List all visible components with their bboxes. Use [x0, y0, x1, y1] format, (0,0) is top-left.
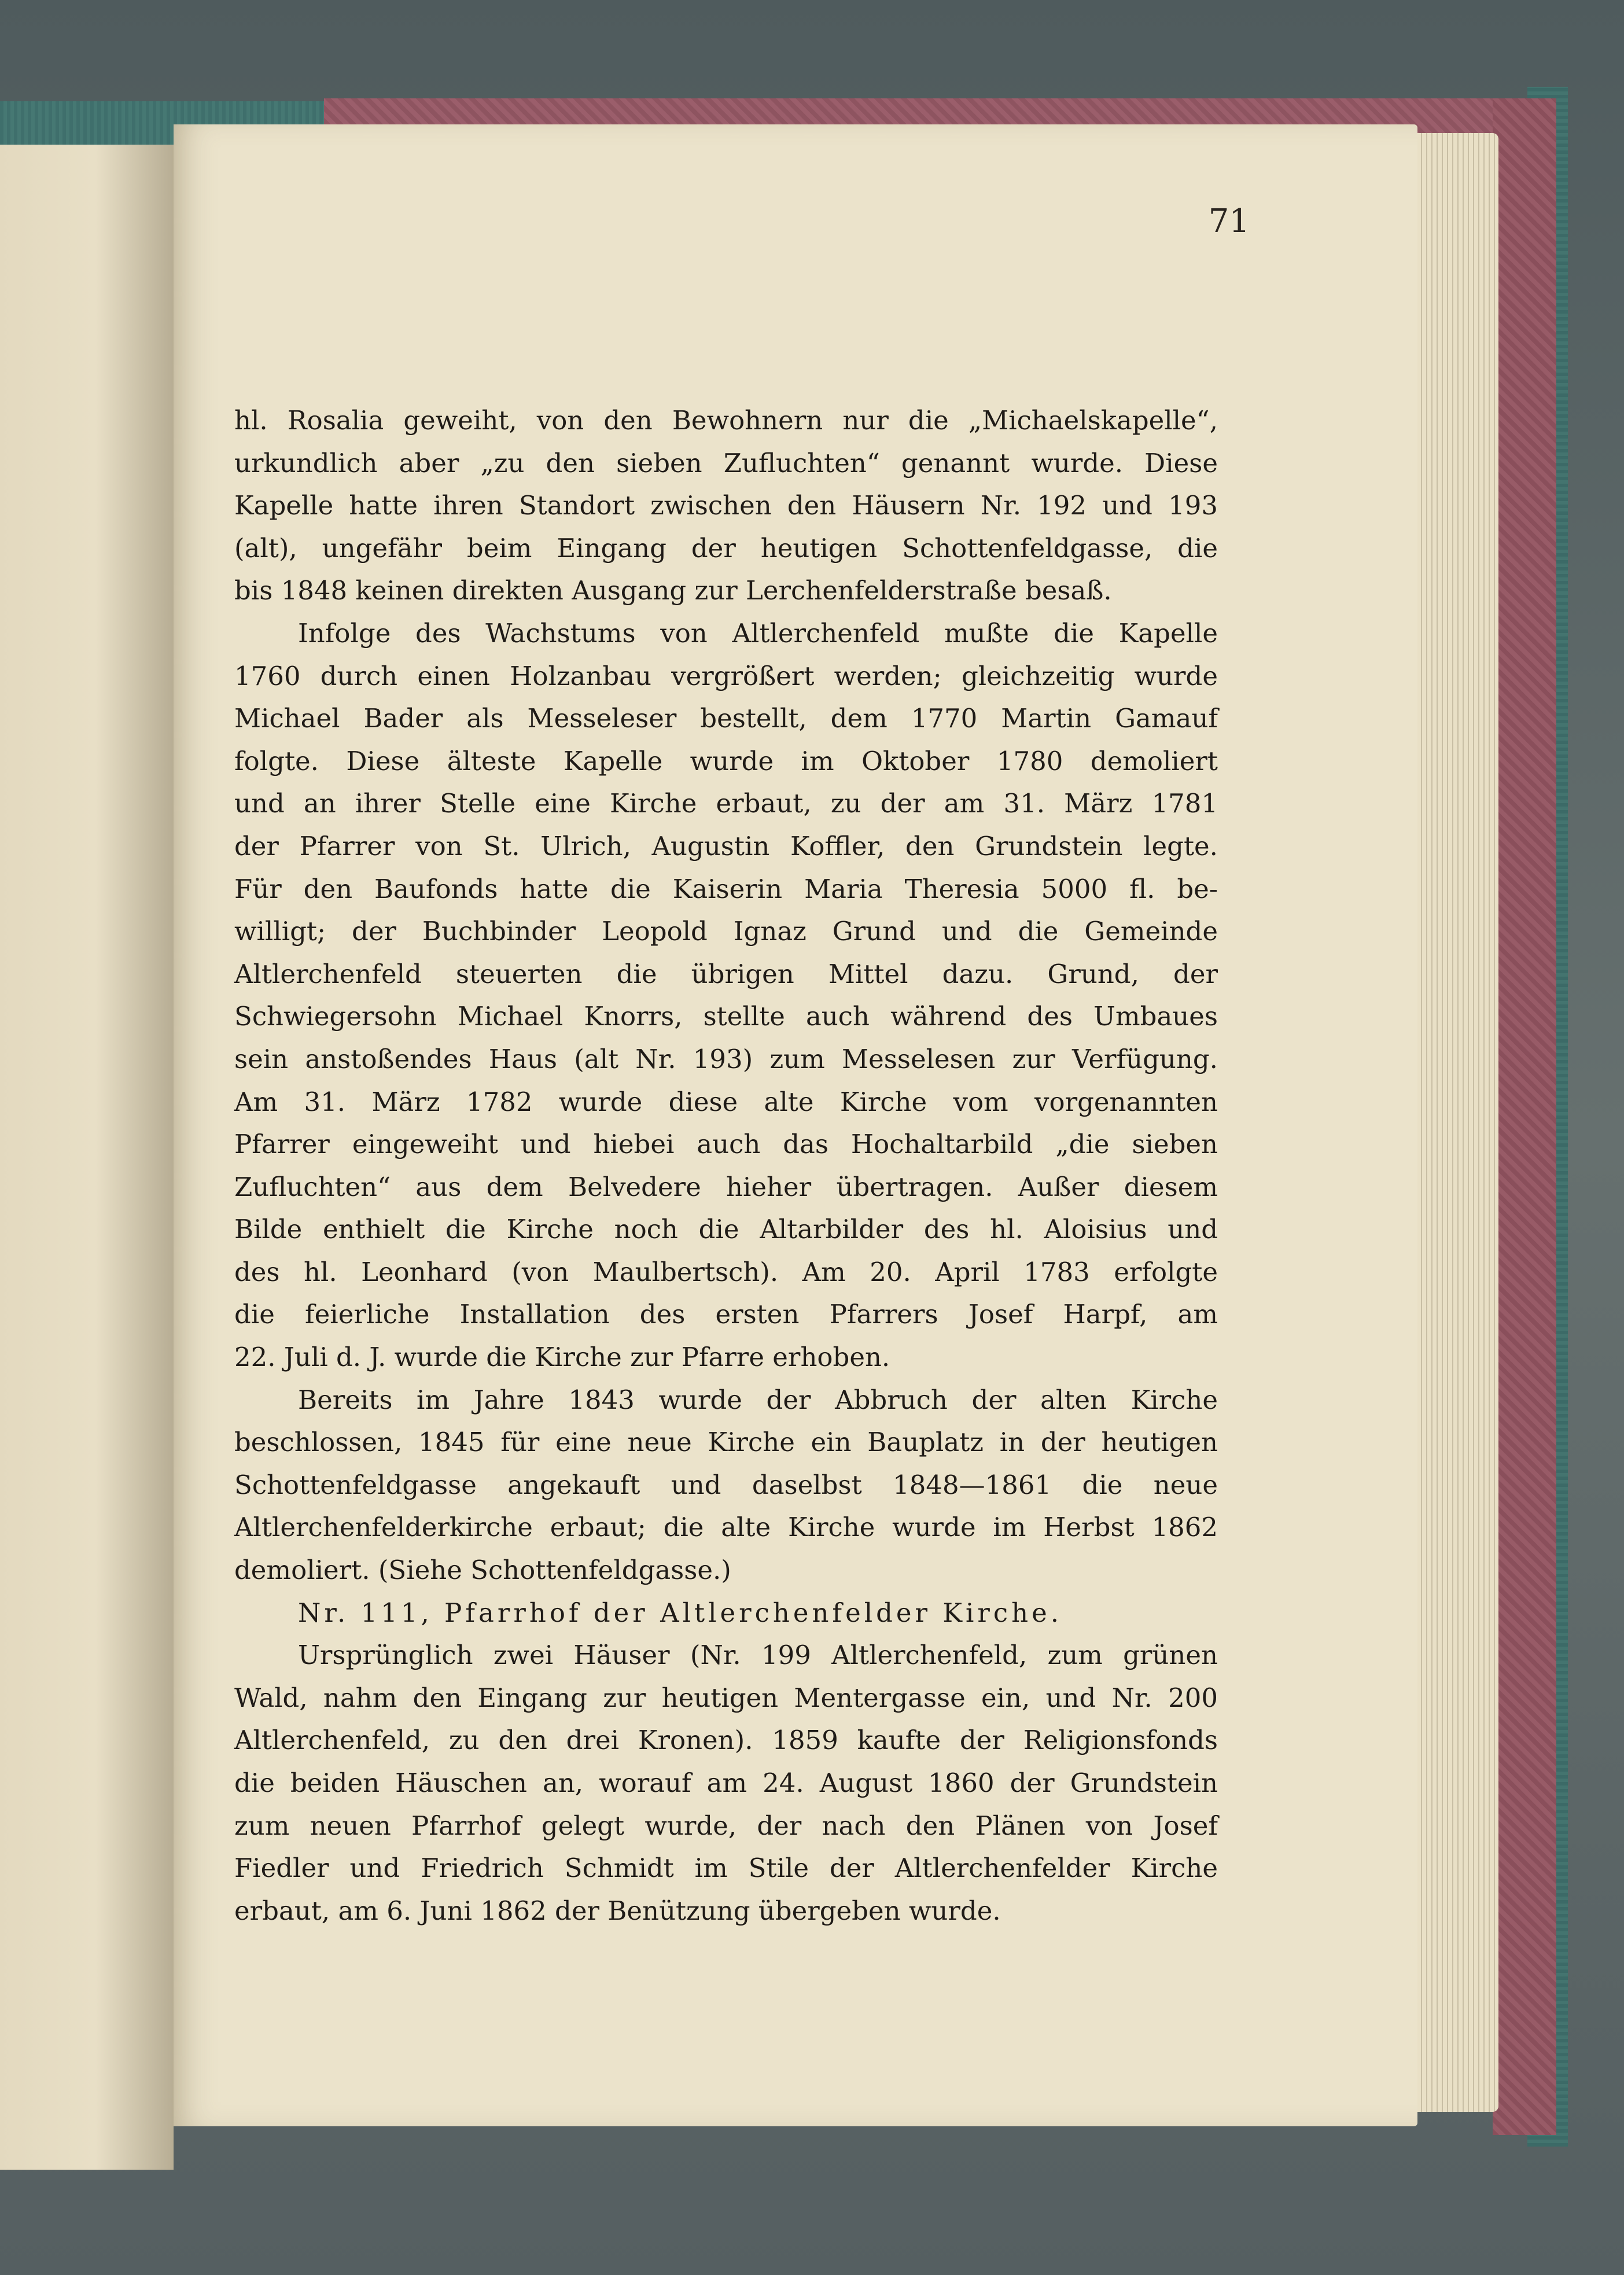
body-text — [234, 399, 1218, 1932]
text-line: bis 1848 keinen direkten Ausgang zur Lerchenfelderstraße besaß. — [234, 575, 1112, 606]
section-heading: Nr. 111, Pfarrhof der Altlerchenfelder Kirche. — [298, 1597, 1062, 1628]
text-line: und an ihrer Stelle eine Kirche erbaut, zu der am 31. März 1781 — [234, 788, 1218, 819]
text-line: Bereits im Jahre 1843 wurde der Abbruch der alten Kirche — [298, 1384, 1218, 1415]
text-line: zum neuen Pfarrhof gelegt wurde, der nach den Plänen von Josef — [234, 1810, 1218, 1841]
text-line: Altlerchenfeld steuerten die übrigen Mittel dazu. Grund, der — [234, 958, 1218, 989]
left-page-edge — [0, 145, 174, 2170]
text-line: Wald, nahm den Eingang zur heutigen Mentergasse ein, und Nr. 200 — [234, 1682, 1218, 1713]
text-line: der Pfarrer von St. Ulrich, Augustin Koffler, den Grundstein legte. — [234, 830, 1218, 862]
text-line: Michael Bader als Messeleser bestellt, dem 1770 Martin Gamauf — [234, 703, 1218, 734]
text-line: 1760 durch einen Holzanbau vergrößert werden; gleichzeitig wurde — [234, 660, 1218, 691]
text-line: erbaut, am 6. Juni 1862 der Benützung übergeben wurde. — [234, 1895, 1001, 1926]
text-line: Für den Baufonds hatte die Kaiserin Maria Theresia 5000 fl. be- — [234, 873, 1218, 904]
text-line: Altlerchenfelderkirche erbaut; die alte Kirche wurde im Herbst 1862 — [234, 1512, 1218, 1543]
text-line: willigt; der Buchbinder Leopold Ignaz Grund und die Gemeinde — [234, 916, 1218, 947]
text-line: Zufluchten“ aus dem Belvedere hieher übertragen. Außer diesem — [234, 1171, 1218, 1202]
page-number: 71 — [1208, 203, 1250, 240]
text-line: Altlerchenfeld, zu den drei Kronen). 1859 kaufte der Religionsfonds — [234, 1725, 1218, 1756]
text-line: Am 31. März 1782 wurde diese alte Kirche vom vorgenannten — [234, 1086, 1218, 1117]
text-line: urkundlich aber „zu den sieben Zufluchten“ genannt wurde. Diese — [234, 447, 1218, 478]
text-line: Ursprünglich zwei Häuser (Nr. 199 Altlerchenfeld, zum grünen — [298, 1640, 1218, 1671]
text-line: Pfarrer eingeweiht und hiebei auch das Hochaltarbild „die sieben — [234, 1129, 1218, 1160]
text-line: des hl. Leonhard (von Maulbertsch). Am 20. April 1783 erfolgte — [234, 1256, 1218, 1287]
text-line: Kapelle hatte ihren Standort zwischen den Häusern Nr. 192 und 193 — [234, 490, 1218, 521]
cover-board-right — [1493, 98, 1556, 2135]
text-line: (alt), ungefähr beim Eingang der heutigen Schottenfeldgasse, die — [234, 532, 1218, 564]
text-line: Schottenfeldgasse angekauft und daselbst 1848—1861 die neue — [234, 1469, 1218, 1500]
text-line: Fiedler und Friedrich Schmidt im Stile der Altlerchenfelder Kirche — [234, 1853, 1218, 1884]
text-line: hl. Rosalia geweiht, von den Bewohnern nur die „Michaelskapelle“, — [234, 405, 1218, 436]
text-line: sein anstoßendes Haus (alt Nr. 193) zum Messelesen zur Verfügung. — [234, 1043, 1218, 1074]
text-line: demoliert. (Siehe Schottenfeldgasse.) — [234, 1555, 731, 1586]
text-line: folgte. Diese älteste Kapelle wurde im Oktober 1780 demoliert — [234, 745, 1218, 776]
text-line: Infolge des Wachstums von Altlerchenfeld mußte die Kapelle — [298, 617, 1218, 649]
text-line: Bilde enthielt die Kirche noch die Altarbilder des hl. Aloisius und — [234, 1214, 1218, 1245]
text-line: Schwiegersohn Michael Knorrs, stellte auch während des Umbaues — [234, 1001, 1218, 1032]
text-line: die beiden Häuschen an, worauf am 24. August 1860 der Grundstein — [234, 1768, 1218, 1798]
text-line: beschlossen, 1845 für eine neue Kirche ein Bauplatz in der heutigen — [234, 1427, 1218, 1458]
text-line: die feierliche Installation des ersten Pfarrers Josef Harpf, am — [234, 1299, 1218, 1330]
page-edges — [1412, 133, 1498, 2112]
text-line: 22. Juli d. J. wurde die Kirche zur Pfarre erhoben. — [234, 1342, 890, 1373]
